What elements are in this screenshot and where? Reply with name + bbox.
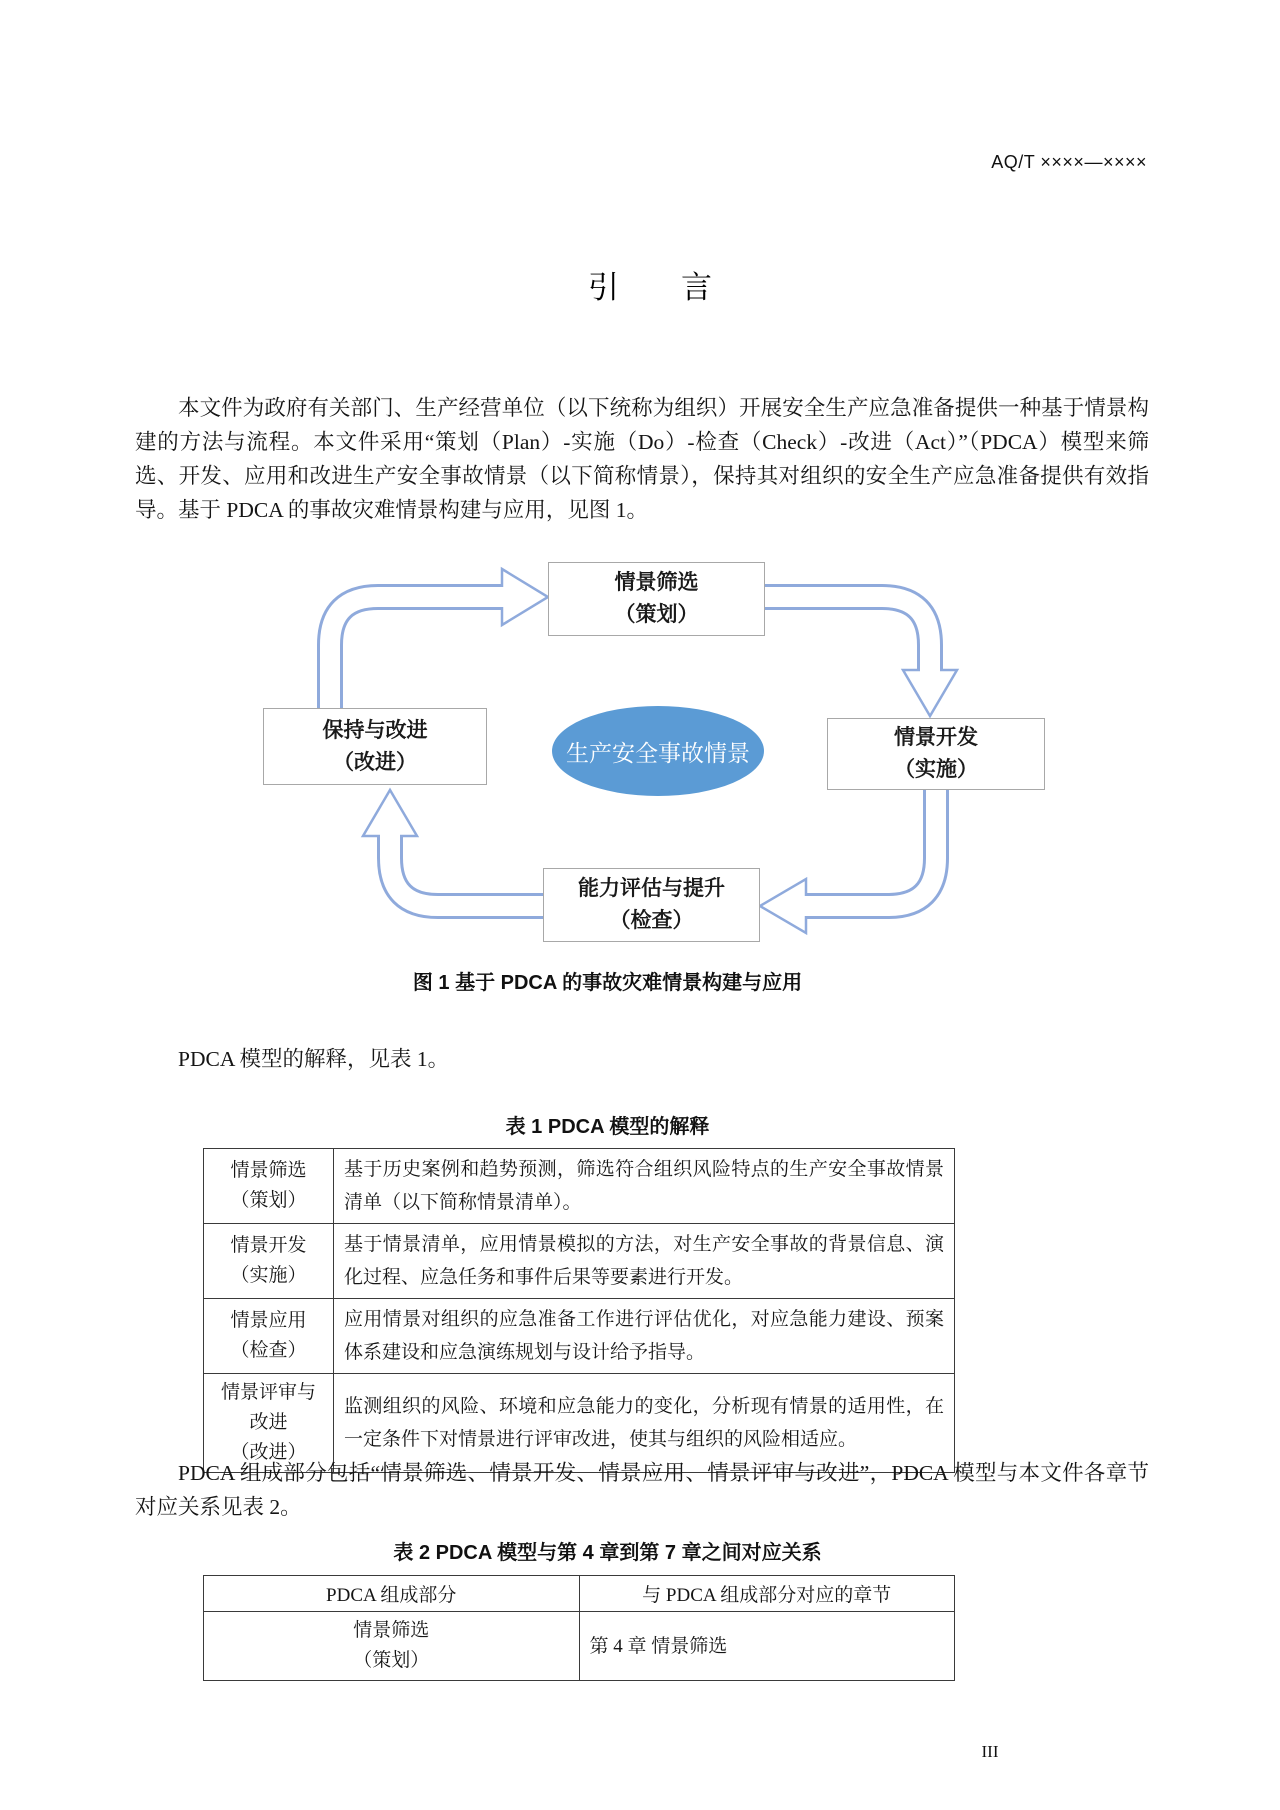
standard-code: AQ/T ××××—×××× bbox=[991, 152, 1147, 172]
figure1-caption: 图 1 基于 PDCA 的事故灾难情景构建与应用 bbox=[412, 972, 803, 994]
node-label-line1: 情景筛选 bbox=[614, 571, 699, 594]
term-line1: 情景开发 bbox=[230, 1235, 307, 1256]
term-line1: 情景筛选 bbox=[353, 1620, 430, 1641]
node-label-line1: 能力评估与提升 bbox=[578, 877, 725, 900]
node-label-line2: （策划） bbox=[614, 603, 699, 626]
node-label-line2: （实施） bbox=[894, 758, 978, 781]
node-label-line2: （检查） bbox=[609, 909, 694, 932]
desc-cell: 基于情景清单，应用情景模拟的方法，对生产安全事故的背景信息、演化过程、应急任务和事件后果等要素进行开发。 bbox=[334, 1224, 955, 1299]
term-line2: （策划） bbox=[353, 1650, 430, 1671]
desc-cell: 应用情景对组织的应急准备工作进行评估优化，对应急能力建设、预案体系建设和应急演练规划与设计给予指导。 bbox=[334, 1299, 955, 1374]
page-number: III bbox=[981, 1742, 999, 1761]
center-ellipse-accident-scenario: 生产安全事故情景 bbox=[552, 706, 764, 796]
term-line1: 情景评审与改进 bbox=[220, 1382, 316, 1433]
node-label-line1: 情景开发 bbox=[894, 726, 978, 749]
term-cell bbox=[204, 1299, 334, 1374]
term-line1: 情景应用 bbox=[230, 1310, 307, 1331]
table-row bbox=[204, 1299, 955, 1374]
header-cell-chapter: 与 PDCA 组成部分对应的章节 bbox=[579, 1576, 955, 1612]
table-row bbox=[204, 1224, 955, 1299]
term-line2: （检查） bbox=[230, 1340, 307, 1361]
node-scenario-screening bbox=[548, 562, 765, 636]
node-capability-evaluation bbox=[543, 868, 760, 942]
table2-pdca-chapter-mapping bbox=[203, 1575, 955, 1681]
node-maintain-improve bbox=[263, 708, 487, 785]
node-scenario-development bbox=[827, 718, 1045, 790]
table1-intro-paragraph: PDCA 模型的解释，见表 1。 bbox=[178, 1047, 450, 1071]
table2-title: 表 2 PDCA 模型与第 4 章到第 7 章之间对应关系 bbox=[393, 1542, 822, 1564]
table-row bbox=[204, 1149, 955, 1224]
intro-paragraph: 本文件为政府有关部门、生产经营单位（以下统称为组织）开展安全生产应急准备提供一种基于情景构建的方法与流程。本文件采用“策划（Plan）-实施（Do）-检查（Check）-改进（Act）”（PDCA）模型来筛选、开发、应用和改进生产安全事故情景（以下简称情景），保持其对组织的安全生产应急准备提供有效指导。基于 PDCA 的事故灾难情景构建与应用，见图 1。 bbox=[135, 396, 1149, 522]
term-line2: （策划） bbox=[230, 1190, 307, 1211]
term-line1: 情景筛选 bbox=[230, 1160, 307, 1181]
chapter-cell: 第 4 章 情景筛选 bbox=[579, 1612, 955, 1681]
table-header-row bbox=[204, 1576, 955, 1612]
term-line2: （改进） bbox=[230, 1442, 307, 1463]
page-title: 引 言 bbox=[588, 270, 712, 305]
term-cell bbox=[204, 1149, 334, 1224]
header-cell-component: PDCA 组成部分 bbox=[204, 1576, 580, 1612]
table2-intro-paragraph: PDCA 组成部分包括“情景筛选、情景开发、情景应用、情景评审与改进”，PDCA 模型与本文件各章节对应关系见表 2。 bbox=[135, 1461, 1149, 1519]
node-label-line2: （改进） bbox=[333, 750, 417, 774]
term-line2: （实施） bbox=[230, 1265, 307, 1286]
table1-pdca-explanation bbox=[203, 1148, 955, 1473]
term-cell bbox=[204, 1612, 580, 1681]
desc-cell: 监测组织的风险、环境和应急能力的变化，分析现有情景的适用性，在一定条件下对情景进行评审改进，使其与组织的风险相适应。 bbox=[334, 1374, 955, 1473]
desc-cell: 基于历史案例和趋势预测，筛选符合组织风险特点的生产安全事故情景清单（以下简称情景清单）。 bbox=[334, 1149, 955, 1224]
node-label-line1: 保持与改进 bbox=[322, 718, 428, 742]
term-cell bbox=[204, 1224, 334, 1299]
table-row bbox=[204, 1612, 955, 1681]
table1-title: 表 1 PDCA 模型的解释 bbox=[505, 1116, 710, 1138]
